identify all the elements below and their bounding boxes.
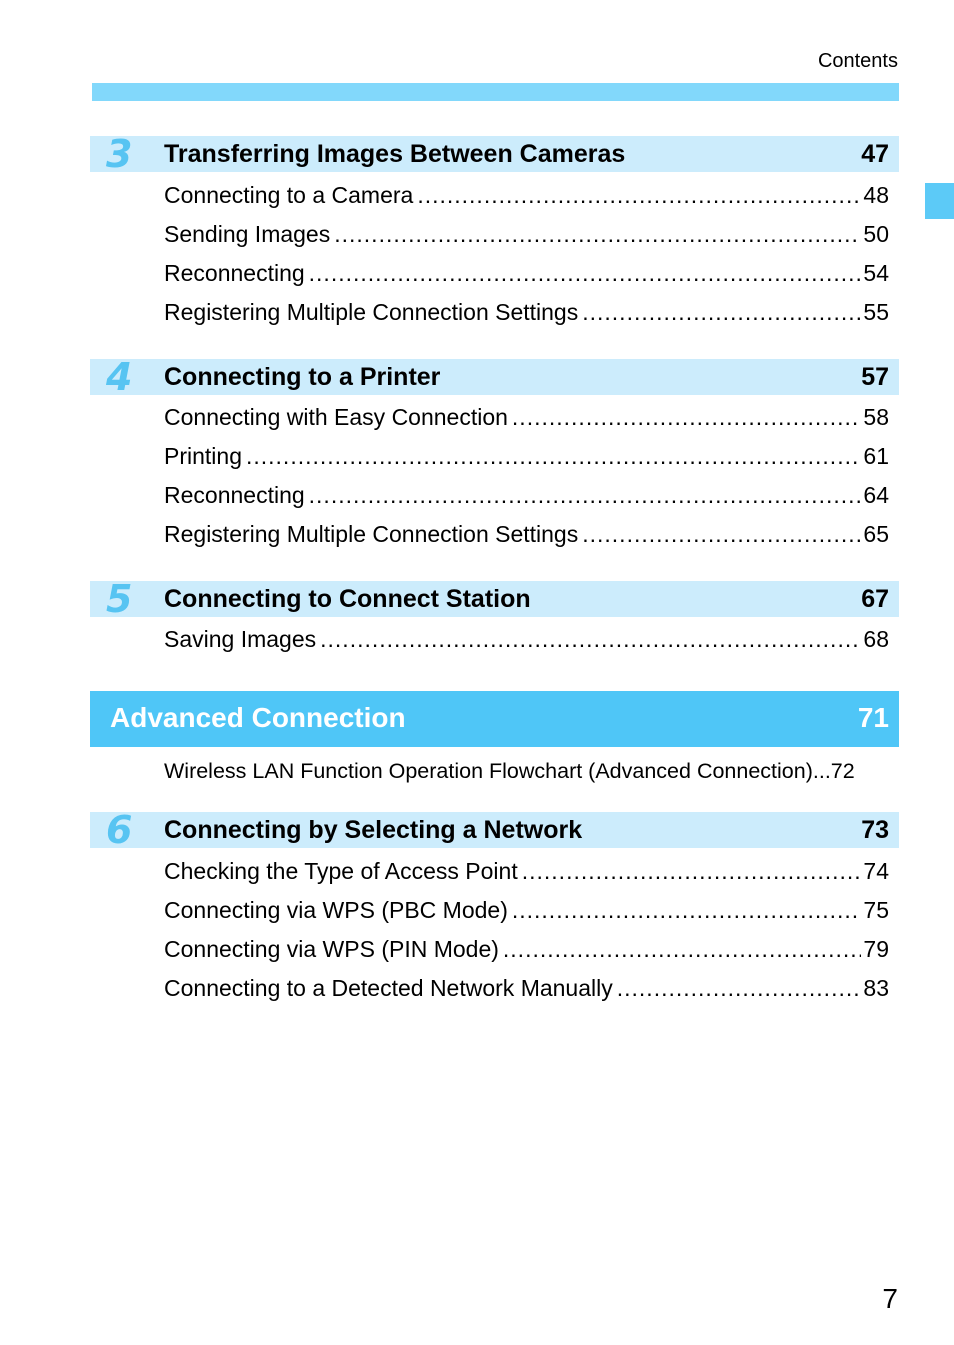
toc-entry-page: 48 (863, 182, 889, 208)
dot-leader (334, 215, 861, 254)
dot-leader (417, 176, 861, 215)
chapter-title: Connecting to Connect Station (164, 585, 531, 613)
dot-leader (503, 930, 862, 969)
dot-leader (320, 620, 861, 659)
toc-entry-page: 68 (863, 626, 889, 652)
toc-entry-page: 64 (863, 482, 889, 508)
toc-entry[interactable] (164, 752, 889, 791)
dot-leader (522, 852, 862, 891)
chapter-5-section (90, 577, 899, 659)
page-number: 7 (882, 1283, 898, 1314)
toc-entry[interactable] (164, 437, 889, 476)
toc-entry-title: Reconnecting (164, 482, 305, 508)
header-rule (92, 83, 899, 101)
toc-entry[interactable] (164, 515, 889, 554)
toc-entry-title: Checking the Type of Access Point (164, 858, 518, 884)
toc-entry-list (90, 620, 899, 659)
toc-entry[interactable] (164, 176, 889, 215)
toc-entry-title: Printing (164, 443, 242, 469)
toc-entry-page: 74 (863, 858, 889, 884)
dot-leader (512, 398, 861, 437)
toc-entry-list (90, 752, 899, 791)
toc-entry-title: Saving Images (164, 626, 317, 652)
toc-entry-list (90, 852, 899, 1008)
dot-leader (582, 293, 861, 332)
chapter-page: 67 (861, 585, 889, 613)
chapter-page: 73 (861, 816, 889, 844)
chapter-4-section (90, 355, 899, 554)
chapter-heading[interactable] (90, 808, 899, 852)
toc-entry-page: 79 (863, 936, 889, 962)
toc-entry[interactable] (164, 215, 889, 254)
chapter-title: Connecting to a Printer (164, 363, 441, 391)
chapter-3-section (90, 132, 899, 332)
toc-entry-page: 55 (863, 299, 889, 325)
chapter-number: 3 (106, 132, 133, 176)
dot-leader (512, 891, 862, 930)
toc-entry-page: 50 (863, 221, 889, 247)
toc-entry[interactable] (164, 620, 889, 659)
toc-entry-list (90, 398, 899, 554)
chapter-title: Transferring Images Between Cameras (164, 140, 626, 168)
toc-entry-title: Registering Multiple Connection Settings (164, 299, 579, 325)
toc-entry-title: Connecting via WPS (PBC Mode) (164, 897, 508, 923)
chapter-heading[interactable] (90, 355, 899, 399)
toc-entry-list (90, 176, 899, 332)
toc-entry-page: 65 (863, 521, 889, 547)
chapter-6-section (90, 808, 899, 1008)
part-title: Advanced Connection (110, 702, 406, 733)
toc-entry-title: Registering Multiple Connection Settings (164, 521, 579, 547)
advanced-connection-section (90, 691, 899, 791)
chapter-title: Connecting by Selecting a Network (164, 816, 583, 844)
chapter-page: 47 (861, 140, 889, 168)
chapter-number: 5 (106, 577, 133, 621)
part-heading[interactable] (90, 691, 899, 747)
toc-entry[interactable] (164, 293, 889, 332)
toc-entry-page: 58 (863, 404, 889, 430)
toc-entry[interactable] (164, 476, 889, 515)
toc-entry[interactable] (164, 254, 889, 293)
toc-entry-title: Connecting with Easy Connection (164, 404, 508, 430)
toc-entry[interactable] (164, 852, 889, 891)
dot-leader (246, 437, 861, 476)
toc-entry[interactable] (164, 930, 889, 969)
chapter-side-tab (925, 183, 954, 219)
dot-leader (309, 476, 862, 515)
dot-leader (309, 254, 862, 293)
chapter-heading[interactable] (90, 577, 899, 621)
part-page: 71 (857, 702, 889, 733)
toc-entry-title: Reconnecting (164, 260, 305, 286)
toc-entry-title: Connecting via WPS (PIN Mode) (164, 936, 499, 962)
toc-entry-title: Sending Images (164, 221, 331, 247)
chapter-number: 4 (106, 355, 133, 399)
toc-entry-page: 54 (863, 260, 889, 286)
chapter-number: 6 (106, 808, 133, 852)
dot-leader (582, 515, 861, 554)
toc-entry-page: 75 (863, 897, 889, 923)
toc-entry-page: 61 (863, 443, 889, 469)
toc-entry[interactable] (164, 398, 889, 437)
toc-entry-title: Wireless LAN Function Operation Flowchart (Advanced Connection)...72 (164, 759, 855, 783)
toc-entry-page: 83 (863, 975, 889, 1001)
running-header: Contents (817, 50, 898, 72)
toc-entry-title: Connecting to a Camera (164, 182, 414, 208)
dot-leader (617, 969, 862, 1008)
chapter-page: 57 (861, 363, 889, 391)
toc-entry-title: Connecting to a Detected Network Manually (164, 975, 613, 1001)
chapter-heading[interactable] (90, 132, 899, 176)
toc-entry[interactable] (164, 969, 889, 1008)
toc-entry[interactable] (164, 891, 889, 930)
